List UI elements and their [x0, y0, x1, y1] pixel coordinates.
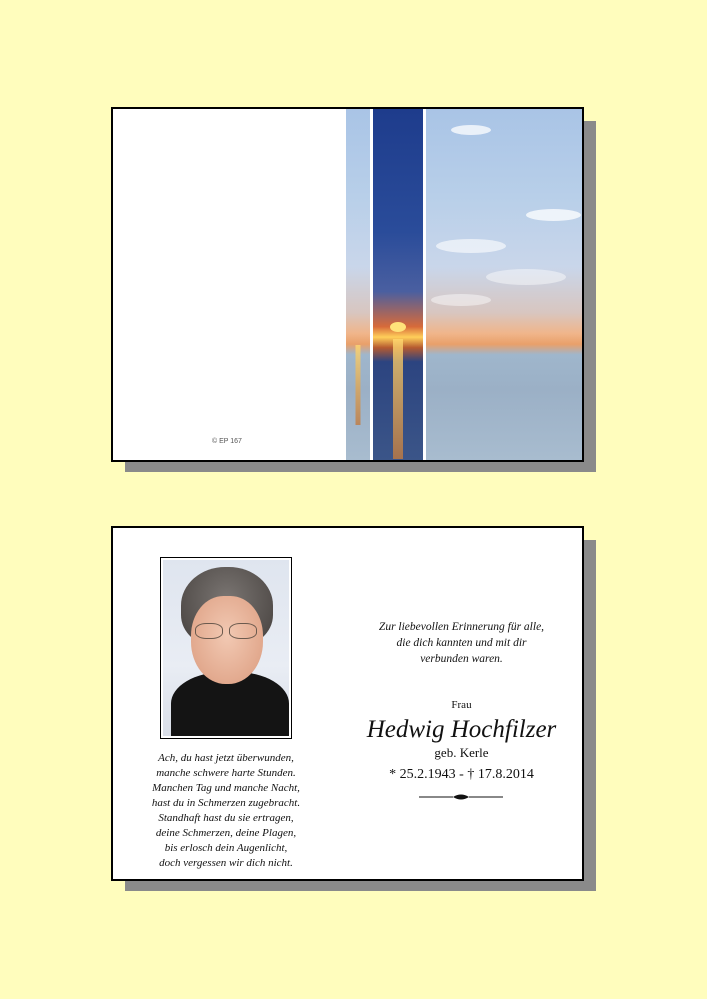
card-back	[111, 526, 584, 881]
deceased-name: Hedwig Hochfilzer	[366, 716, 557, 743]
salutation: Frau	[451, 699, 472, 711]
remembrance-intro	[343, 619, 580, 667]
intro-line: die dich kannten und mit dir	[396, 637, 527, 649]
poem-line: Ach, du hast jetzt überwunden,	[158, 752, 294, 764]
maiden-name: geb. Kerle	[434, 745, 489, 760]
poem-line: manche schwere harte Stunden.	[156, 767, 296, 779]
copyright-text: © EP 167	[212, 438, 242, 445]
sky-strip-narrow	[346, 109, 370, 460]
intro-line: Zur liebevollen Erinnerung für alle,	[378, 621, 545, 633]
sunset-strip	[373, 109, 423, 460]
poem-line: hast du in Schmerzen zugebracht.	[151, 797, 301, 809]
life-dates: * 25.2.1943 - † 17.8.2014	[389, 767, 534, 782]
ornament-divider-icon	[419, 793, 503, 801]
poem-line: bis erlosch dein Augenlicht,	[164, 842, 288, 854]
poem-line: deine Schmerzen, deine Plagen,	[155, 827, 297, 839]
sky-strip-wide	[426, 109, 584, 460]
poem-line: Standhaft hast du sie ertragen,	[158, 812, 294, 824]
poem-line: Manchen Tag und manche Nacht,	[152, 782, 300, 794]
intro-line: verbunden waren.	[420, 653, 503, 665]
poem-line: doch vergessen wir dich nicht.	[159, 857, 293, 869]
memorial-poem	[133, 751, 319, 871]
portrait-photo	[160, 557, 292, 739]
card-front	[111, 107, 584, 462]
